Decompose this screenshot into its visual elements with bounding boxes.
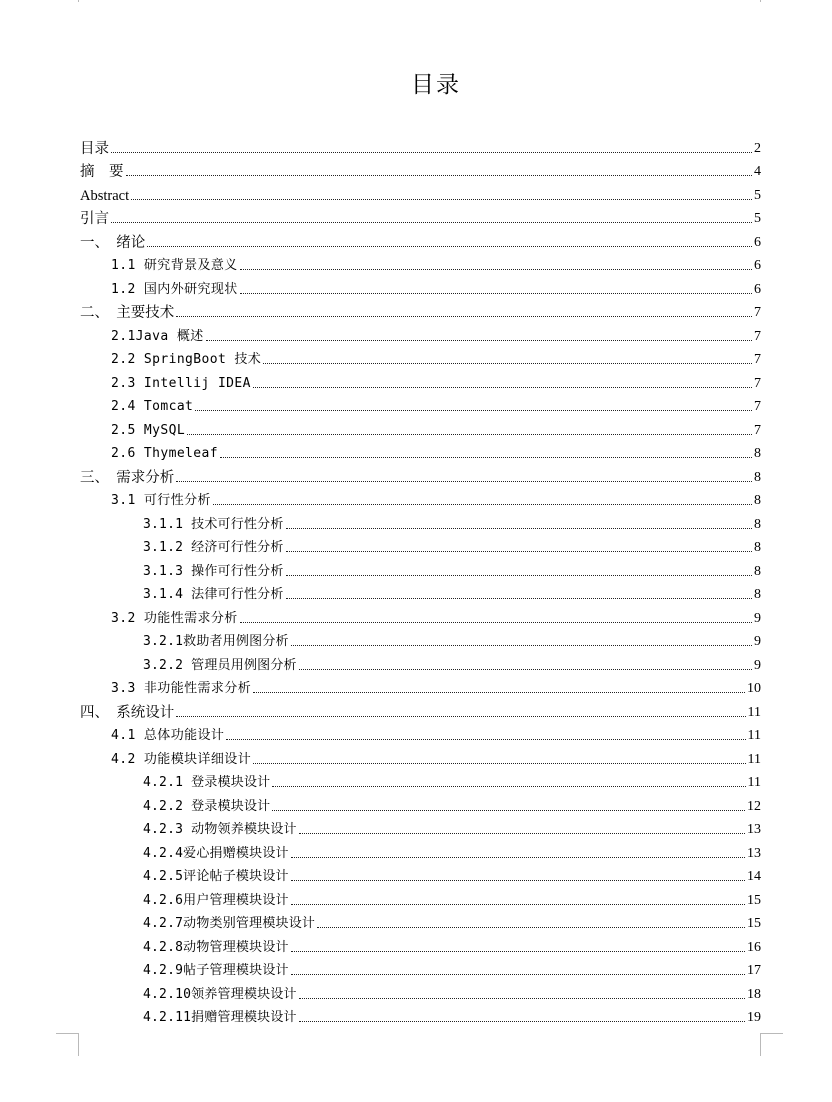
page-title: 目录 [411,72,461,98]
toc-entry-title: 4.2.3 动物领养模块设计 [143,822,297,837]
toc-entry-page-number: 7 [754,375,761,391]
toc-entry-title: 3.2 功能性需求分析 [111,610,238,626]
toc-entry-page-number: 8 [754,516,761,532]
toc-entry[interactable] [80,956,761,980]
toc-entry[interactable] [80,133,761,157]
toc-entry-title: 4.2.11捐赠管理模块设计 [143,1010,297,1025]
toc-dot-leader [291,645,752,646]
toc-entry-title: 4.2.7动物类别管理模块设计 [143,916,316,931]
toc-dot-leader [286,598,752,599]
toc-entry-title: Abstract [80,187,130,204]
toc-entry[interactable] [80,298,761,322]
toc-entry-page-number: 11 [747,775,761,790]
toc-entry[interactable] [80,204,761,228]
toc-entry-page-number: 6 [754,234,761,250]
toc-dot-leader [286,528,752,529]
toc-entry[interactable] [80,744,761,768]
page-corner-mark-bottom-left [56,1033,79,1056]
toc-entry-page-number: 8 [754,469,761,485]
toc-entry-title: 3.1.3 操作可行性分析 [143,563,284,579]
toc-dot-leader [299,1021,745,1022]
toc-entry[interactable] [80,321,761,345]
toc-entry-page-number: 18 [747,986,761,1002]
toc-entry-title: 4.2.4爱心捐赠模块设计 [143,845,289,861]
toc-entry-title: 四、 系统设计 [80,704,175,721]
toc-entry-title: 3.2.1救助者用例图分析 [143,634,289,649]
toc-entry-page-number: 19 [747,1010,761,1025]
toc-entry-title: 4.2 功能模块详细设计 [111,751,252,767]
toc-entry[interactable] [80,838,761,862]
toc-entry-title: 4.1 总体功能设计 [111,728,225,743]
toc-entry-title: 1.2 国内外研究现状 [111,281,238,297]
toc-dot-leader [240,622,752,623]
toc-dot-leader [240,293,752,294]
toc-entry[interactable] [80,462,761,486]
toc-entry-title: 2.5 MySQL [111,422,186,438]
toc-entry-page-number: 7 [754,352,761,367]
toc-entry[interactable] [80,580,761,604]
toc-entry[interactable] [80,1003,761,1027]
toc-dot-leader [272,786,745,787]
toc-entry[interactable] [80,533,761,557]
toc-entry-page-number: 2 [754,140,761,156]
toc-dot-leader [291,880,745,881]
toc-dot-leader [176,716,745,717]
toc-entry-title: 2.1Java 概述 [111,328,204,344]
toc-entry[interactable] [80,627,761,651]
toc-entry-title: 4.2.10领养管理模块设计 [143,986,297,1002]
toc-entry[interactable] [80,862,761,886]
toc-dot-leader [272,810,745,811]
toc-entry[interactable] [80,721,761,745]
toc-entry-page-number: 9 [754,610,761,626]
toc-entry-page-number: 11 [747,728,761,743]
toc-dot-leader [126,175,753,176]
toc-dot-leader [299,669,752,670]
toc-entry-page-number: 12 [747,798,761,814]
toc-entry[interactable] [80,392,761,416]
toc-entry-page-number: 8 [754,563,761,579]
toc-entry[interactable] [80,815,761,839]
toc-dot-leader [206,340,752,341]
toc-entry-page-number: 4 [754,164,761,179]
toc-entry-page-number: 11 [747,751,761,767]
toc-dot-leader [220,457,752,458]
toc-entry[interactable] [80,368,761,392]
toc-entry-page-number: 8 [754,540,761,555]
toc-entry[interactable] [80,345,761,369]
page-corner-mark-top-right [760,0,783,2]
toc-entry[interactable] [80,979,761,1003]
toc-entry-page-number: 10 [747,681,761,696]
toc-entry[interactable] [80,509,761,533]
toc-dot-leader [240,269,752,270]
toc-entry-page-number: 15 [747,916,761,931]
toc-entry-page-number: 13 [747,845,761,861]
toc-entry-page-number: 8 [754,587,761,602]
toc-entry-title: 1.1 研究背景及意义 [111,258,238,273]
toc-entry-title: 4.2.8动物管理模块设计 [143,939,289,955]
toc-entry-page-number: 11 [747,704,761,720]
toc-entry-page-number: 8 [754,493,761,508]
toc-entry[interactable] [80,556,761,580]
toc-entry[interactable] [80,180,761,204]
toc-dot-leader [111,222,752,223]
toc-entry-title: 3.1.1 技术可行性分析 [143,516,284,532]
toc-dot-leader [253,692,745,693]
toc-dot-leader [111,152,752,153]
toc-dot-leader [226,739,745,740]
toc-entry-page-number: 7 [754,422,761,438]
toc-dot-leader [253,387,752,388]
toc-entry-title: 三、 需求分析 [80,469,175,486]
toc-entry-page-number: 16 [747,939,761,955]
toc-entry[interactable] [80,486,761,510]
toc-entry-title: 目录 [80,140,109,157]
toc-entry-title: 2.6 Thymeleaf [111,446,218,461]
toc-dot-leader [131,199,752,200]
toc-entry[interactable] [80,157,761,181]
toc-entry[interactable] [80,909,761,933]
toc-dot-leader [176,481,752,482]
toc-entry-page-number: 15 [747,892,761,908]
toc-entry-page-number: 5 [754,187,761,203]
toc-entry-title: 4.2.6用户管理模块设计 [143,892,289,908]
toc-entry-page-number: 13 [747,822,761,837]
toc-dot-leader [213,504,752,505]
toc-entry-title: 3.1.2 经济可行性分析 [143,540,284,555]
toc-entry[interactable] [80,274,761,298]
toc-entry-page-number: 14 [747,869,761,884]
toc-entry-title: 3.3 非功能性需求分析 [111,681,252,696]
toc-entry-title: 4.2.1 登录模块设计 [143,775,271,790]
toc-entry[interactable] [80,415,761,439]
toc-dot-leader [253,763,745,764]
toc-entry-page-number: 9 [754,657,761,673]
toc-entry-title: 摘 要 [80,164,124,180]
toc-dot-leader [291,951,745,952]
toc-entry[interactable] [80,697,761,721]
toc-entry[interactable] [80,251,761,275]
toc-dot-leader [286,575,752,576]
toc-dot-leader [176,316,752,317]
toc-entry-title: 引言 [80,211,109,227]
page-corner-mark-bottom-right [760,1033,783,1056]
toc-entry-title: 2.4 Tomcat [111,399,194,414]
toc-entry-page-number: 6 [754,281,761,297]
toc-entry[interactable] [80,885,761,909]
toc-dot-leader [299,833,745,834]
toc-entry-title: 一、 绪论 [80,234,146,251]
toc-entry[interactable] [80,227,761,251]
page-corner-mark-top-left [56,0,79,2]
toc-entry[interactable] [80,768,761,792]
toc-dot-leader [299,998,745,999]
toc-entry-page-number: 17 [747,963,761,978]
toc-entry[interactable] [80,674,761,698]
toc-entry-page-number: 8 [754,446,761,461]
toc-entry-title: 2.3 Intellij IDEA [111,375,251,391]
toc-dot-leader [317,927,745,928]
toc-entry[interactable] [80,932,761,956]
toc-entry-page-number: 7 [754,305,761,320]
toc-entry-title: 二、 主要技术 [80,305,175,321]
toc-entry-title: 3.1 可行性分析 [111,493,211,508]
toc-entry-title: 2.2 SpringBoot 技术 [111,352,262,367]
toc-entry-title: 3.1.4 法律可行性分析 [143,587,284,602]
table-of-contents [80,133,761,1026]
toc-entry-page-number: 7 [754,399,761,414]
toc-entry[interactable] [80,439,761,463]
toc-entry[interactable] [80,791,761,815]
toc-dot-leader [195,410,752,411]
toc-dot-leader [263,363,752,364]
toc-dot-leader [291,974,745,975]
toc-entry-title: 4.2.5评论帖子模块设计 [143,869,289,884]
toc-dot-leader [187,434,752,435]
toc-entry-page-number: 9 [754,634,761,649]
toc-entry-page-number: 5 [754,211,761,226]
toc-dot-leader [291,857,745,858]
toc-entry-page-number: 6 [754,258,761,273]
toc-entry[interactable] [80,603,761,627]
toc-dot-leader [286,551,752,552]
toc-entry-title: 4.2.2 登录模块设计 [143,798,271,814]
toc-entry-page-number: 7 [754,328,761,344]
toc-entry[interactable] [80,650,761,674]
toc-entry-title: 3.2.2 管理员用例图分析 [143,657,297,673]
toc-dot-leader [147,246,752,247]
toc-dot-leader [291,904,745,905]
toc-entry-title: 4.2.9帖子管理模块设计 [143,963,289,978]
